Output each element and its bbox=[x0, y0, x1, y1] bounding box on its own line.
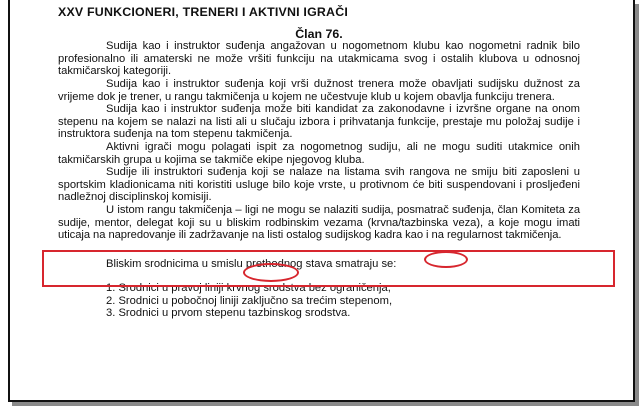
section-heading: XXV FUNKCIONERI, TRENERI I AKTIVNI IGRAČI bbox=[58, 5, 348, 19]
paragraph-3: Sudija kao i instruktor suđenja može biti kandidat za zakonodavne i izvršne organe na onom stepenu na kojem se nalazi na listi ali u slučaju izbora i prihvatanja funkcije, prestaje mu položaj sudije i instruktora suđenja na tom stepenu takmičenja. bbox=[58, 103, 580, 141]
circle-annotation-delegat bbox=[243, 263, 299, 282]
paragraph-2: Sudija kao i instruktor suđenja koji vrši dužnost trenera može obavljati sudijsku dužnost za vrijeme dok je trener, u rangu takmičenja u kojem ne učestvuje klub u kojem obavlja funkciju trenera. bbox=[58, 77, 580, 103]
list-item: 3. Srodnici u prvom stepenu tazbinskog srodstva. bbox=[106, 307, 351, 320]
list-item: 2. Srodnici u pobočnoj liniji zaključno sa trećim stepenom, bbox=[106, 294, 393, 307]
relatives-list bbox=[58, 282, 580, 320]
highlight-box bbox=[42, 250, 615, 287]
paragraph-1: Sudija kao i instruktor suđenja angažovan u nogometnom klubu kao nogometni radnik bilo profesionalno ili amaterski ne može vršiti funkciju na utakmicama svog i ostalih klubova u odnosnoj takmičarskoj kategoriji. bbox=[58, 40, 580, 78]
paragraph-5: Sudije ili instruktori suđenja koji se nalaze na listama svih rangova ne smiju biti zaposleni u sportskim kladionicama niti koristiti usluge bilo koje vrste, u protivnom će biti suspendovani i prosljeđeni nadležnoj disciplinskoj komisiji. bbox=[58, 166, 580, 204]
list-item: 1. Srodnici u pravoj liniji krvnog srodstva bez ograničenja, bbox=[106, 282, 391, 295]
article-title: Član 76. bbox=[295, 26, 343, 41]
paragraph-4: Aktivni igrači mogu polagati ispit za nogometnog sudiju, ali ne mogu suditi utakmice onih takmičarskih grupa u kojima se takmiče ekipe njegovog kluba. bbox=[58, 140, 580, 166]
circle-annotation-sudija bbox=[424, 251, 468, 268]
relatives-lead: Bliskim srodnicima u smislu prethodnog stava smatraju se: bbox=[106, 257, 397, 270]
paragraph-6-highlighted: U istom rangu takmičenja – ligi ne mogu se nalaziti sudija, posmatrač suđenja, član Komiteta za sudije, mentor, delegat koji su u bliskim rodbinskim vezama (krvna/tazbinska veza), a koje mogu imati uticaja na napredovanje ili zadržavanje na listi ostalog sudijskog kadra kao i na regularnost takmičenja. bbox=[58, 203, 580, 242]
document-frame bbox=[8, 0, 635, 402]
